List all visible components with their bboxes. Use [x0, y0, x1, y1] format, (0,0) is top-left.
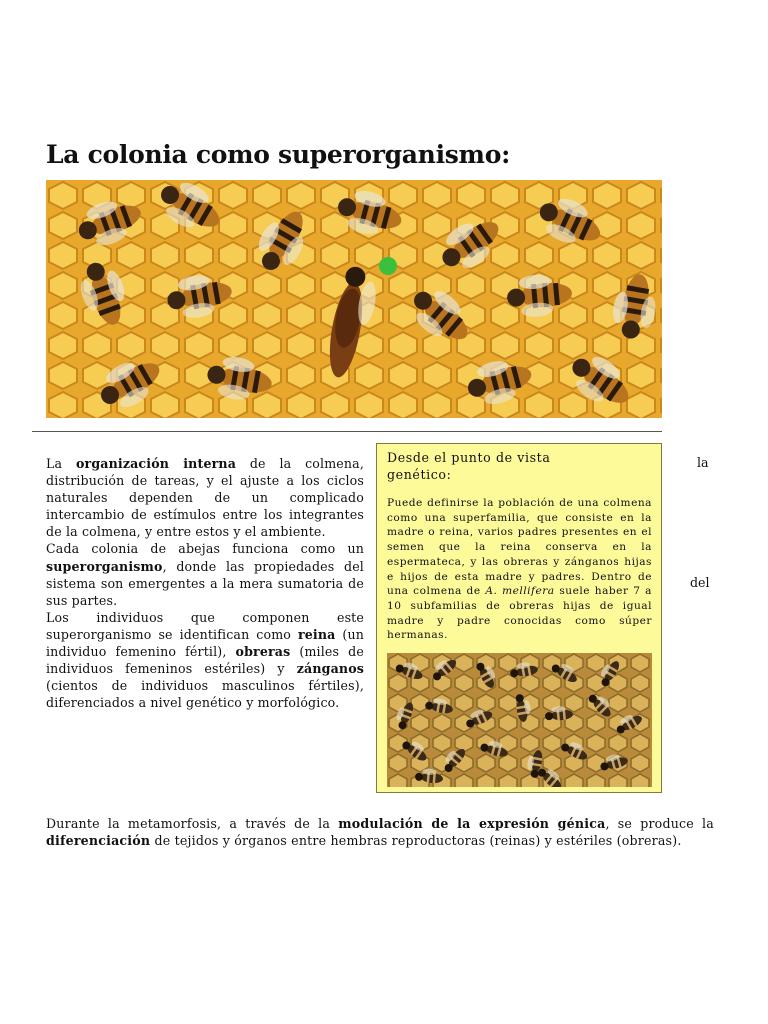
paragraph-organization: La organización interna de la colmena, distribución de tareas, y el ajuste a los ciclos naturales dependen de un complicado intercambio de estímulos entre los integrantes de la colmena, y entre estos y el ambiente.	[46, 456, 364, 540]
metamorphosis-paragraph: Durante la metamorfosis, a través de la modulación de la expresión génica, se produce la diferenciación de tejidos y órganos entre hembras reproductoras (reinas) y estériles (obreras).	[46, 816, 714, 849]
bees-on-honeycomb-photo	[46, 180, 662, 418]
box-heading: Desde el punto de vista genético:	[387, 450, 551, 482]
bees-inset-photo	[387, 653, 652, 787]
box-body: Puede definirse la población de una colmena como una superfamilia, que consiste en la madre o reina, varios padres presentes en el semen que la reina conserva en la espermateca, y las obreras y zánganos hijas e hijos de esta madre y padres. Dentro de una colmena de A. mellifera suele haber 7 a 10 subfamilias de obreras hijas de igual madre y padre conocidas como súper hermanas.	[387, 497, 652, 642]
stray-word-del: del	[690, 575, 710, 590]
left-column-text	[46, 455, 364, 711]
genetics-sidebar-box	[376, 443, 662, 793]
page-title: La colonia como superorganismo:	[46, 140, 510, 169]
paragraph-individuals: Los individuos que componen este superorganismo se identifican como reina (un individuo femenino fértil), obreras (miles de individuos femeninos estériles) y zánganos (cientos de individuos masculinos fértiles), diferenciados a nivel genético y morfológico.	[46, 609, 364, 711]
stray-word-la: la	[697, 455, 709, 470]
section-divider	[32, 431, 662, 432]
paragraph-superorganism: Cada colonia de abejas funciona como un superorganismo, donde las propiedades del sistema son emergentes a la mera sumatoria de sus partes.	[46, 541, 364, 608]
